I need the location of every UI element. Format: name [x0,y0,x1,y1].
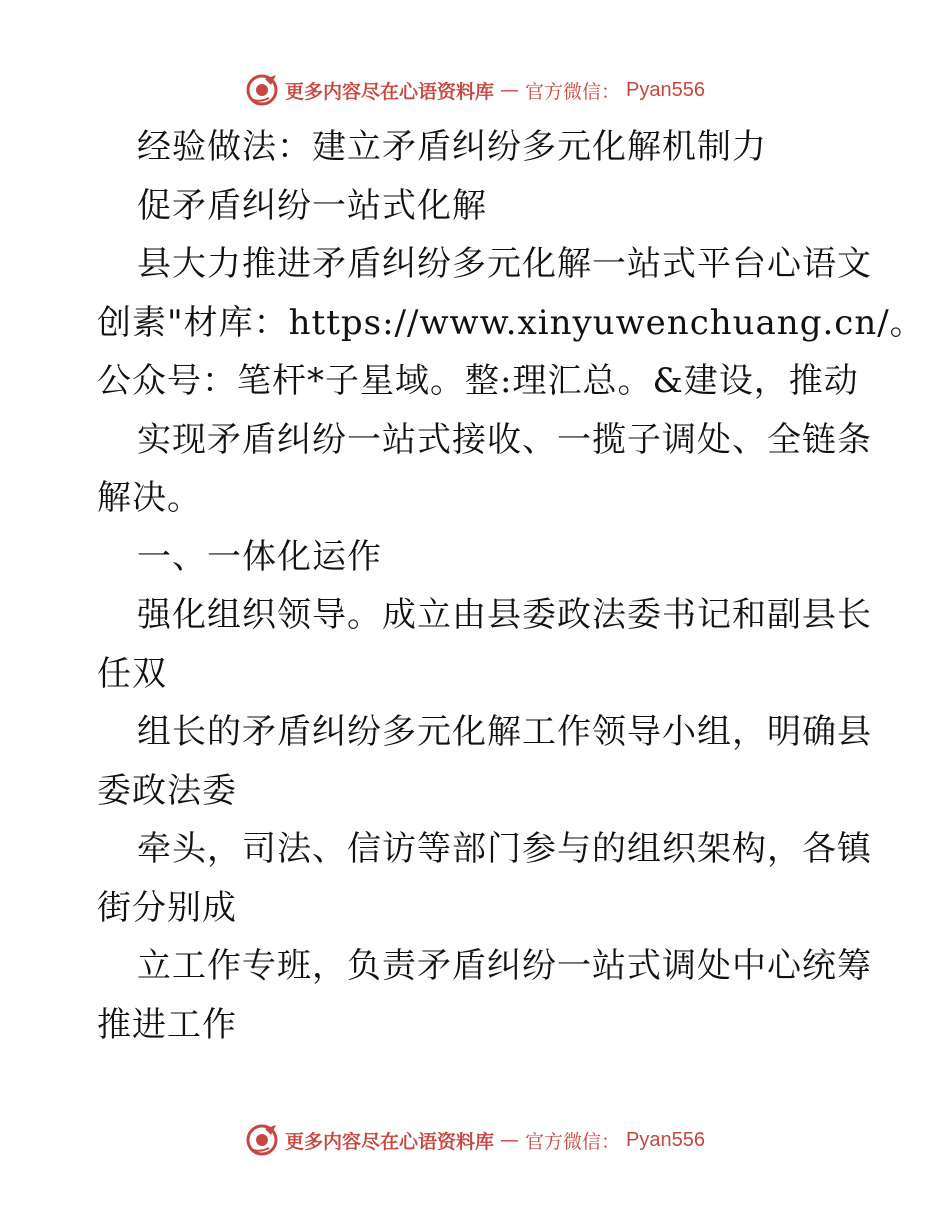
text-line: 促矛盾纠纷一站式化解 [137,185,487,226]
header-wechat-label: 官方微信： [525,80,621,103]
footer-banner [0,1120,950,1160]
text-line: 牵头，司法、信访等部门参与的组织架构，各镇 [137,829,872,869]
logo-icon [245,1123,279,1157]
header-banner-inner [245,73,705,107]
footer-banner-inner [245,1123,705,1157]
text-line: 解决。 [97,478,202,518]
text-line: 任双 [97,653,167,694]
text-line: 一、一体化运作 [137,536,382,577]
text-line: 街分别成 [97,887,237,928]
text-line: 创素"材库：https://www.xinyuwenchuang.cn/。 [97,302,925,343]
document-body [97,118,925,1054]
text-line: 经验做法：建立矛盾纠纷多元化解机制力 [137,127,767,167]
text-line: 组长的矛盾纠纷多元化解工作领导小组，明确县 [137,712,872,752]
header-banner [0,70,950,110]
footer-tagline: 更多内容尽在心语资料库 [285,1130,495,1153]
logo-icon [245,73,279,107]
header-tagline: 更多内容尽在心语资料库 [285,80,495,103]
footer-dash: — [500,1129,520,1151]
footer-wechat-id: Pyan556 [626,1128,705,1151]
text-line: 立工作专班，负责矛盾纠纷一站式调处中心统筹 [137,946,872,986]
text-line: 委政法委 [97,770,237,811]
header-wechat-id: Pyan556 [626,78,705,101]
footer-wechat-label: 官方微信： [525,1130,621,1153]
text-line: 县大力推进矛盾纠纷多元化解一站式平台心语文 [137,244,872,284]
text-line: 强化组织领导。成立由县委政法委书记和副县长 [137,595,872,635]
text-line: 推进工作 [97,1004,237,1045]
text-line: 实现矛盾纠纷一站式接收、一揽子调处、全链条 [137,419,872,460]
header-dash: — [500,79,520,101]
text-line: 公众号：笔杆*子星域。整:理汇总。&建设，推动 [97,361,859,401]
